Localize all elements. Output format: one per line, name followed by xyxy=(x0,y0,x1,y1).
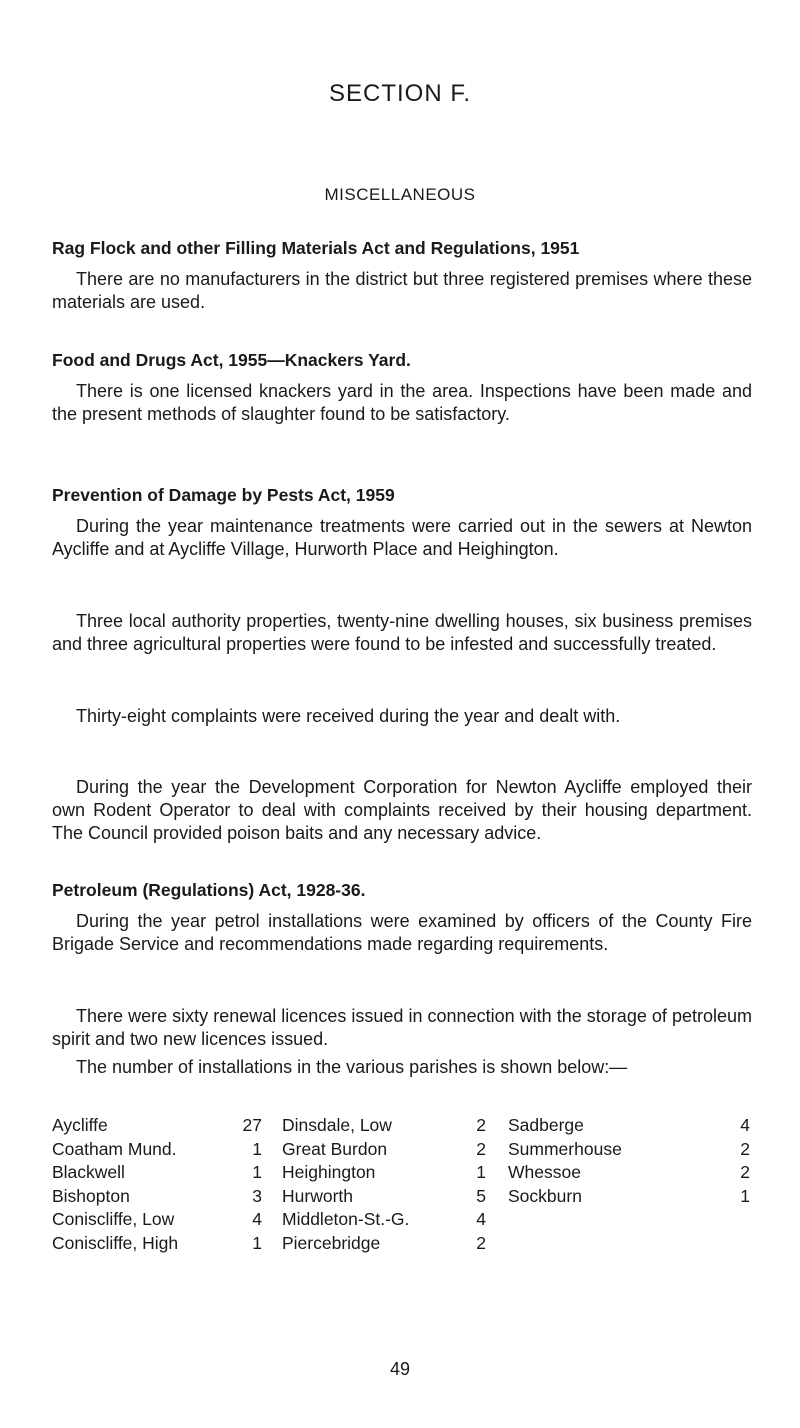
parish-count: 5 xyxy=(476,1185,486,1206)
parish-count: 2 xyxy=(740,1138,750,1159)
table-row xyxy=(52,1162,752,1186)
parish-name: Sadberge xyxy=(508,1115,584,1135)
parish-name: Whessoe xyxy=(508,1162,581,1182)
parish-name: Hurworth xyxy=(282,1185,353,1206)
parish-name: Aycliffe xyxy=(52,1115,108,1135)
paragraph: The number of installations in the various parishes is shown below:— xyxy=(76,1057,628,1077)
parish-name: Summerhouse xyxy=(508,1138,622,1159)
parish-count: 3 xyxy=(252,1185,262,1206)
table-row xyxy=(52,1115,752,1139)
paragraph: During the year maintenance treatments were carried out in the sewers at Newton Aycliffe and at Aycliffe Village, Hurworth Place and Heighington. xyxy=(52,516,752,559)
parish-name: Coatham Mund. xyxy=(52,1138,177,1159)
parish-name: Sockburn xyxy=(508,1185,582,1206)
heading-petroleum: Petroleum (Regulations) Act, 1928-36. xyxy=(52,880,366,900)
parish-count: 4 xyxy=(252,1209,262,1229)
heading-food-drugs: Food and Drugs Act, 1955—Knackers Yard. xyxy=(52,350,411,370)
parish-count: 4 xyxy=(740,1115,750,1135)
parish-name: Bishopton xyxy=(52,1185,130,1206)
paragraph: Three local authority properties, twenty-nine dwelling houses, six business premises and three agricultural properties were found to be infested and successfully treated. xyxy=(52,611,752,654)
paragraph: During the year petrol installations were examined by officers of the County Fire Brigade Service and recommendations made regarding requirements. xyxy=(52,911,752,954)
heading-rag-flock: Rag Flock and other Filling Materials Act and Regulations, 1951 xyxy=(52,238,580,258)
parish-name: Heighington xyxy=(282,1162,376,1182)
parish-name: Middleton-St.-G. xyxy=(282,1209,410,1229)
parish-count: 1 xyxy=(252,1232,262,1253)
paragraph: During the year the Development Corporation for Newton Aycliffe employed their own Rodent Operator to deal with complaints received by their housing department. The Council provided poison baits and any necessary advice. xyxy=(52,777,752,843)
table-row xyxy=(52,1139,752,1163)
parish-name: Great Burdon xyxy=(282,1138,388,1159)
parish-name: Piercebridge xyxy=(282,1232,381,1253)
parish-name: Blackwell xyxy=(52,1162,125,1182)
parish-name: Coniscliffe, Low xyxy=(52,1209,175,1229)
paragraph: Thirty-eight complaints were received during the year and dealt with. xyxy=(76,706,621,726)
paragraph: There is one licensed knackers yard in the area. Inspections have been made and the present methods of slaughter found to be satisfactory. xyxy=(52,381,752,424)
table-row xyxy=(52,1209,752,1233)
parish-count: 1 xyxy=(252,1138,262,1159)
table-row xyxy=(52,1186,752,1210)
paragraph: There are no manufacturers in the district but three registered premises where these materials are used. xyxy=(52,269,752,312)
parish-count: 2 xyxy=(476,1115,486,1135)
paragraph: There were sixty renewal licences issued in connection with the storage of petroleum spirit and two new licences issued. xyxy=(52,1006,752,1049)
page-number: 49 xyxy=(389,1359,411,1379)
parish-count: 1 xyxy=(252,1162,262,1182)
parish-count: 2 xyxy=(476,1138,486,1159)
parish-name: Dinsdale, Low xyxy=(282,1115,392,1135)
parish-count: 4 xyxy=(476,1209,486,1229)
table-row xyxy=(52,1233,752,1257)
parish-name: Coniscliffe, High xyxy=(52,1232,179,1253)
parish-installations-table xyxy=(52,1115,752,1256)
parish-count: 27 xyxy=(242,1115,262,1135)
page-subtitle: MISCELLANEOUS xyxy=(324,185,476,204)
heading-pests: Prevention of Damage by Pests Act, 1959 xyxy=(52,485,395,505)
parish-count: 2 xyxy=(476,1232,486,1253)
parish-count: 1 xyxy=(740,1185,750,1206)
section-title: SECTION F. xyxy=(328,80,471,107)
parish-count: 2 xyxy=(740,1162,750,1182)
parish-count: 1 xyxy=(476,1162,486,1182)
